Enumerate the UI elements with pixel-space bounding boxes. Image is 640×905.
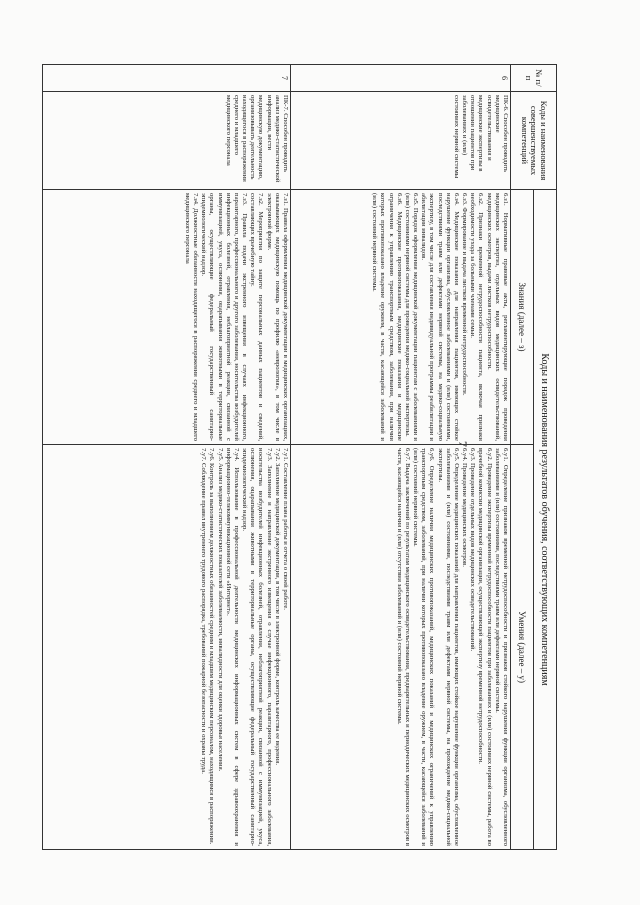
skills-cell [43, 445, 291, 850]
table-row [291, 65, 511, 850]
skill-item: 7.у2. Заполнение медицинской документации, в том числе в электронной форме, контроль качества ее ведения. [273, 448, 281, 766]
knowledge-item: 7.з3. Правила подачи экстренного извещения в случаях инфекционного, паразитарного, профессионального и другого заболевания, носительства возбудителей инфекционных болезней, отравления, неблагоприятной реакции, связанной с иммунизацией, укуса, ослюнения, оцарапывания животными в территориальные органы, осуществляющие федеральный государственный санитарно-эпидемиологический надзор. [200, 193, 249, 441]
skill-item: 7.у5. Анализ медико-статистических показателей заболеваемости, инвалидности для оценки здоровья населения. [216, 448, 224, 772]
competency-cell: ПК-6. Способен проводить медицинские освидетельствования и медицинские экспертизы в отношении пациентов при заболеваниях и (или) состояниях нервной системы [291, 92, 511, 190]
skill-item: 7.у1. Составление плана работы и отчета о своей работе. [282, 448, 289, 610]
skill-item: 6.у7. Выдача заключений по результатам медицинского освидетельствования, предварительных и периодических медицинских осмотров в части, касающейся наличия и (или) отсутствия заболеваний и (или) состояний нервной системы. [395, 448, 411, 847]
header-number: № п/п [511, 65, 557, 92]
skill-item: 6.у2. Проведение экспертизы временной нетрудоспособности пациентов при заболеваниях и (или) состояниях нервной системы, работа во врачебной комиссии медицинской организации, осуществляющей экспертизу временной нетрудоспособности. [477, 448, 493, 847]
skill-item: 7.у3. Заполнение и направление экстренного извещения о случае инфекционного, паразитарного, профессионального заболевания, носительства возбудителей инфекционных болезней, отравления, неблагоприятной реакции, связанной с иммунизацией, укуса, ослюнения, оцарапывания животными в территориальные органы, осуществляющие федеральный государственный санитарно-эпидемиологический надзор. [241, 448, 273, 847]
competency-cell: ПК-7. Способен проводить анализ медико-статистической информации, вести медицинскую документацию, организовывать деятельность находящегося в распоряжении среднего и младшего медицинского персонала [43, 92, 291, 190]
knowledge-item: 7.з4. Должностные обязанности находящегося в распоряжении среднего и младшего медицинского персонала [183, 193, 200, 441]
competency-table-container [42, 64, 557, 849]
skill-item: 7.у7. Соблюдение правил внутреннего трудового распорядка, требований пожарной безопасности и охраны труда. [200, 448, 208, 774]
competency-table [42, 64, 557, 850]
knowledge-item: 6.з6. Медицинские противопоказания, медицинские показания и медицинские ограничения к управлению транспортным средством, заболевания, при наличии которых противопоказано владение оружием, в части, касающейся заболеваний и (или) состояний нервной системы. [371, 193, 403, 441]
knowledge-cell [291, 190, 511, 445]
skill-item: 6.у1. Определение признаков временной нетрудоспособности и признаков стойкого нарушения функции организма, обусловленного заболеваниями и (или) состояниями, последствиями травм или дефектами нервной системы. [493, 448, 509, 847]
skill-item: 6.у5. Определение медицинских показаний для направления пациентов, имеющих стойкое нарушение функции организма, обусловленное заболеваниями и (или) состояниями, последствиями травм или дефектами нервной системы, на прохождение медико-социальной экспертизы. [436, 448, 460, 847]
knowledge-item: 6.з3. Формирование и выдача листков временной нетрудоспособности. [461, 193, 469, 396]
skill-item: 6.у3. Проведение отдельных видов медицинских освидетельствований. [469, 448, 477, 652]
knowledge-item: 7.з1. Правила оформления медицинской документации в медицинских организациях, оказывающих медицинскую помощь по профилю «неврология», в том числе в электронной форме. [265, 193, 289, 441]
skill-item: 7.у6. Контроль за выполнением должностных обязанностей средним и младшим медицинским персоналом, находящимся в распоряжении. [208, 448, 216, 845]
knowledge-item: 7.з2. Мероприятия по защите персональных данных пациентов и сведений, составляющих врачебную тайну. [249, 193, 265, 441]
row-number: 6 [291, 65, 511, 92]
header-skills: Умения (далее – у) [511, 445, 534, 850]
row-number: 7 [43, 65, 291, 92]
skill-item: 6.у6. Определение наличия медицинских противопоказаний, медицинских показаний и медицинских ограничений к управлению транспортным средством, заболеваний, при наличии которых противопоказано владение оружием, в части, касающейся заболеваний и (или) состояний нервной системы. [412, 448, 436, 847]
knowledge-cell [43, 190, 291, 445]
skills-cell [291, 445, 511, 850]
knowledge-item: 6.з1. Нормативные правовые акты, регламентирующие порядок проведения медицинских экспертиз, отдельных видов медицинских освидетельствований, медицинских осмотров, выдачи листков нетрудоспособности. [485, 193, 509, 441]
page-number: 7 [456, 441, 470, 447]
header-knowledge: Знания (далее – з) [511, 190, 534, 445]
header-results-group: Коды и наименования результатов обучения, соответствующих компетенциям [534, 190, 557, 850]
skill-item: 7.у4. Использование в профессиональной деятельности медицинских информационных систем в сфере здравоохранения и информационно-телекоммуникационной сети «Интернет». [224, 448, 240, 847]
skill-item: 6.у4. Проведение медицинских осмотров. [461, 448, 469, 567]
header-competency: Коды и наименования совершенствуемых компетенций [511, 92, 557, 190]
knowledge-item: 6.з2. Признаки временной нетрудоспособности пациента, включая признаки необходимости ухода за больными членами семьи. [469, 193, 485, 441]
table-row [43, 65, 291, 850]
knowledge-item: 6.з5. Порядок оформления медицинской документации пациентам с заболеваниями и (или) состояниями нервной системы для проведения медико-социальной экспертизы. [403, 193, 420, 441]
knowledge-item: 6.з4. Медицинские показания для направления пациентов, имеющих стойкое нарушение функции организма, обусловленное заболеваниями и (или) состояниями, последствиями травм или дефектами нервной системы, на медико-социальную экспертизу, в том числе для составления индивидуальной программы реабилитации и абилитации инвалидов. [420, 193, 460, 441]
